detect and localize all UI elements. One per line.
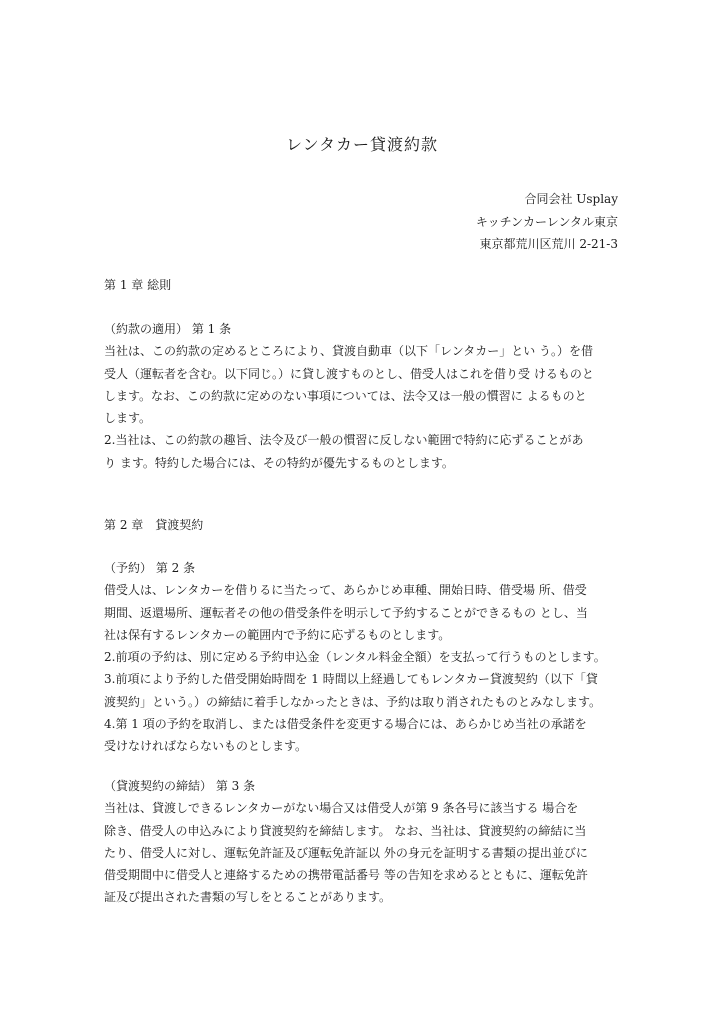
article-heading: （約款の適用） 第 1 条	[104, 322, 232, 336]
article-line: 当社は、貸渡しできるレンタカーがない場合又は借受人が第 9 条各号に該当する 場合を	[104, 801, 579, 816]
article-line: 受人（運転者を含む。以下同じ。）に貸し渡すものとし、借受人はこれを借り受 けるものと	[104, 366, 594, 381]
article-line: 社は保有するレンタカーの範囲内で予約に応ずるものとします。	[104, 627, 451, 642]
article-line: します。	[104, 411, 152, 426]
article-line: り ます。特約した場合には、その特約が優先するものとします。	[104, 455, 454, 470]
article-line: 4.第 1 項の予約を取消し、または借受条件を変更する場合には、あらかじめ当社の承諾を	[104, 717, 587, 732]
article-line: 渡契約」という。）の締結に着手しなかったときは、予約は取り消されたものとみなします。	[104, 694, 602, 709]
article-heading: （貸渡契約の締結） 第 3 条	[104, 779, 256, 793]
issuer-address: 東京都荒川区荒川 2-21-3	[479, 237, 618, 251]
article-line: 借受人は、レンタカーを借りるに当たって、あらかじめ車種、開始日時、借受場 所、借受	[104, 583, 587, 598]
article-heading: （予約） 第 2 条	[104, 561, 196, 575]
article-line: 3.前項により予約した借受開始時間を 1 時間以上経過してもレンタカー貸渡契約（以下「貸	[104, 672, 598, 687]
chapter-2-heading: 第 2 章 貸渡契約	[104, 518, 204, 532]
article-2	[104, 557, 624, 758]
article-line: 期間、返還場所、運転者その他の借受条件を明示して予約することができるもの とし、当	[104, 605, 588, 620]
article-line: 2.当社は、この約款の趣旨、法令及び一般の慣習に反しない範囲で特約に応ずることがあ	[104, 433, 584, 448]
document-title: レンタカー貸渡約款	[286, 135, 438, 154]
article-3	[104, 775, 624, 909]
article-line: 除き、借受人の申込みにより貸渡契約を締結します。 なお、当社は、貸渡契約の締結に当	[104, 823, 587, 838]
issuer-block	[476, 188, 618, 256]
article-line: 受けなければならないものとします。	[104, 739, 308, 754]
article-line: 証及び提出された書類の写しをとることがあります。	[104, 890, 392, 905]
article-line: 借受期間中に借受人と連絡するための携帯電話番号 等の告知を求めるとともに、運転免許	[104, 868, 588, 883]
article-1	[104, 318, 624, 474]
issuer-brand: キッチンカーレンタル東京	[475, 214, 618, 229]
article-line: 当社は、この約款の定めるところにより、貸渡自動車（以下「レンタカー」とい う。）を借	[104, 344, 594, 359]
article-line: たり、借受人に対し、運転免許証及び運転免許証以 外の身元を証明する書類の提出並びに	[104, 845, 588, 860]
article-line: します。なお、この約款に定めのない事項については、法令又は一般の慣習に よるものと	[104, 388, 587, 403]
issuer-company: 合同会社 Usplay	[524, 192, 618, 206]
chapter-1-heading: 第 1 章 総則	[104, 278, 172, 292]
article-line: 2.前項の予約は、別に定める予約申込金（レンタル料金全額）を支払って行うものとします。	[104, 650, 606, 665]
